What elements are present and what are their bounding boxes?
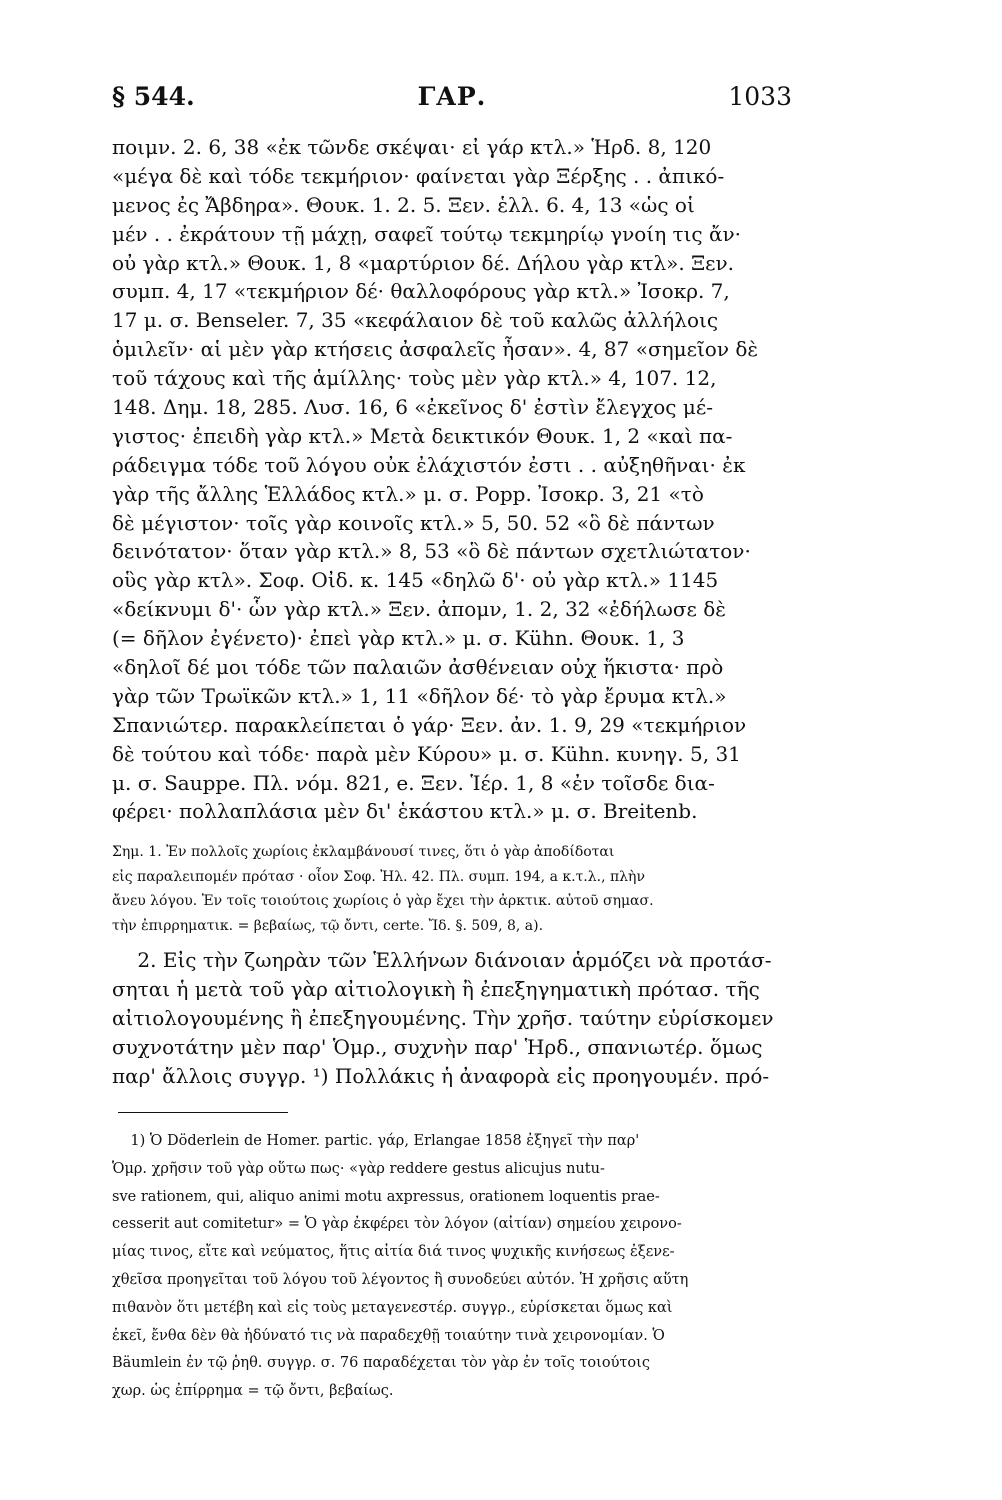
note-line: Σημ. 1. Ἐν πολλοῖς χωρίοις ἐκλαμβάνουσί τινες, ὅτι ὁ γὰρ ἀποδίδοται (112, 844, 615, 860)
body-line: ράδειγμα τόδε τοῦ λόγου οὐκ ἐλάχιστόν ἐστι . . αὐξηθῆναι· ἐκ (112, 452, 746, 477)
body-line: «δείκνυμι δ'· ὧν γὰρ κτλ.» Ξεν. ἀπομν, 1. 2, 32 «ἐδήλωσε δὲ (112, 597, 727, 622)
remark-note (112, 840, 792, 938)
body-line: γὰρ τῶν Τρωϊκῶν κτλ.» 1, 11 «δῆλον δέ· τὸ γὰρ ἔρυμα κτλ.» (112, 683, 727, 708)
note-line: ἄνευ λόγου. Ἐν τοῖς τοιούτοις χωρίοις ὁ γὰρ ἔχει τὴν ἀρκτικ. αὐτοῦ σημασ. (112, 893, 654, 909)
footnote-line: χωρ. ὡς ἐπίρρημα = τῷ ὄντι, βεβαίως. (112, 1383, 394, 1400)
body-line: μέν . . ἐκράτουν τῇ μάχῃ, σαφεῖ τούτῳ τεκμηρίῳ γνοίη τις ἄν· (112, 221, 742, 246)
body-line: αἰτιολογουμένης ἢ ἐπεξηγουμένης. Τὴν χρῆσ. ταύτην εὑρίσκομεν (112, 1005, 774, 1030)
body-line: οὐ γὰρ κτλ.» Θουκ. 1, 8 «μαρτύριον δέ. Δήλου γὰρ κτλ». Ξεν. (112, 250, 735, 275)
footnote-line: ἐκεῖ, ἔνθα δὲν θὰ ἠδύνατό τις νὰ παραδεχθῇ τοιαύτην τινὰ χειρονομίαν. Ὁ (112, 1327, 665, 1344)
section-number: § 544. (112, 82, 195, 111)
body-line: μ. σ. Sauppe. Πλ. νόμ. 821, e. Ξεν. Ἱέρ. 1, 8 «ἐν τοῖσδε δια- (112, 770, 715, 795)
body-line: παρ' ἄλλοις συγγρ. ¹) Πολλάκις ἡ ἀναφορὰ εἰς προηγουμέν. πρό- (112, 1063, 770, 1088)
body-line: δὲ τούτου καὶ τόδε· παρὰ μὲν Κύρου» μ. σ. Kühn. κυνηγ. 5, 31 (112, 741, 741, 766)
body-line: 148. Δημ. 18, 285. Λυσ. 16, 6 «ἐκεῖνος δ' ἐστὶν ἔλεγχος μέ- (112, 395, 713, 420)
note-line: εἰς παραλειπομέν πρότασ · οἷον Σοφ. Ἠλ. 42. Πλ. συμπ. 194, a κ.τ.λ., πλὴν (112, 868, 645, 885)
body-line: ὁμιλεῖν· αἱ μὲν γὰρ κτήσεις ἀσφαλεῖς ἦσαν». 4, 87 «σημεῖον δὲ (112, 337, 759, 362)
body-line: (= δῆλον ἐγένετο)· ἐπεὶ γὰρ κτλ.» μ. σ. Kühn. Θουκ. 1, 3 (112, 626, 685, 651)
page-number: 1033 (728, 82, 792, 111)
footnote-line: sve rationem, qui, aliquo animi motu axpressus, orationem loquentis prae- (112, 1188, 660, 1205)
body-line: 17 μ. σ. Benseler. 7, 35 «κεφάλαιον δὲ τοῦ καλῶς ἀλλήλοις (112, 308, 719, 333)
body-line: 2. Εἰς τὴν ζωηρὰν τῶν Ἑλλήνων διάνοιαν ἁρμόζει νὰ προτάσ- (112, 948, 772, 972)
body-line: φέρει· πολλαπλάσια μὲν δι' ἑκάστου κτλ.» μ. σ. Breitenb. (112, 799, 698, 824)
running-header (112, 82, 792, 126)
second-paragraph (112, 946, 792, 1090)
body-line: «μέγα δὲ καὶ τόδε τεκμήριον· φαίνεται γὰρ Ξέρξης . . ἀπικό- (112, 163, 725, 188)
body-line: σηται ἡ μετὰ τοῦ γὰρ αἰτιολογικὴ ἢ ἐπεξηγηματικὴ πρότασ. τῆς (112, 976, 760, 1001)
footnote-line: Ὁμρ. χρῆσιν τοῦ γὰρ οὕτω πως· «γὰρ reddere gestus alicujus nutu- (112, 1160, 605, 1177)
body-line: συχνοτάτην μὲν παρ' Ὁμρ., συχνὴν παρ' Ἡρδ., σπανιωτέρ. ὅμως (112, 1034, 763, 1059)
footnote-line: cesserit aut comitetur» = Ὁ γὰρ ἐκφέρει τὸν λόγον (αἰτίαν) σημείου χειρονο- (112, 1216, 682, 1233)
body-line: γὰρ τῆς ἄλλης Ἑλλάδος κτλ.» μ. σ. Popp. Ἰσοκρ. 3, 21 «τὸ (112, 481, 704, 506)
footnote-line: 1) Ὁ Döderlein de Homer. partic. γάρ, Erlangae 1858 ἐξηγεῖ τὴν παρ' (112, 1133, 640, 1149)
footnote-line: Bäumlein ἐν τῷ ῥηθ. συγγρ. σ. 76 παραδέχεται τὸν γὰρ ἐν τοῖς τοιούτοις (112, 1355, 650, 1372)
body-line: Σπανιώτερ. παρακλείπεται ὁ γάρ· Ξεν. ἀν. 1. 9, 29 «τεκμήριον (112, 712, 747, 737)
footnote (112, 1128, 792, 1406)
footnote-line: χθεῖσα προηγεῖται τοῦ λόγου τοῦ λέγοντος ἢ συνοδεύει αὐτόν. Ἡ χρῆσις αὕτη (112, 1271, 689, 1288)
note-line: τὴν ἐπιρρηματικ. = βεβαίως, τῷ ὄντι, certe. Ἴδ. §. 509, 8, a). (112, 917, 544, 934)
body-line: «δηλοῖ δέ μοι τόδε τῶν παλαιῶν ἀσθένειαν οὐχ ἥκιστα· πρὸ (112, 655, 724, 680)
body-line: δὲ μέγιστον· τοῖς γὰρ κοινοῖς κτλ.» 5, 50. 52 «ὃ δὲ πάντων (112, 510, 715, 535)
body-line: τοῦ τάχους καὶ τῆς ἁμίλλης· τοὺς μὲν γὰρ κτλ.» 4, 107. 12, (112, 366, 717, 391)
body-line: γιστος· ἐπειδὴ γὰρ κτλ.» Μετὰ δεικτικόν Θουκ. 1, 2 «καὶ πα- (112, 423, 733, 448)
page-title: ΓΑΡ. (417, 82, 487, 111)
main-paragraph (112, 133, 792, 826)
body-line: οὓς γὰρ κτλ». Σοφ. Οἰδ. κ. 145 «δηλῶ δ'· οὐ γὰρ κτλ.» 1145 (112, 568, 719, 593)
body-line: μενος ἐς Ἄβδηρα». Θουκ. 1. 2. 5. Ξεν. ἑλλ. 6. 4, 13 «ὡς οἱ (112, 192, 695, 217)
footnote-divider (118, 1112, 288, 1113)
body-line: ποιμν. 2. 6, 38 «ἐκ τῶνδε σκέψαι· εἰ γάρ κτλ.» Ἡρδ. 8, 120 (112, 135, 712, 159)
footnote-line: πιθανὸν ὅτι μετέβη καὶ εἰς τοὺς μεταγενεστέρ. συγγρ., εὑρίσκεται ὅμως καὶ (112, 1299, 673, 1316)
body-line: δεινότατον· ὅταν γὰρ κτλ.» 8, 53 «ὃ δὲ πάντων σχετλιώτατον· (112, 539, 751, 564)
footnote-line: μίας τινος, εἴτε καὶ νεύματος, ἥτις αἰτία διά τινος ψυχικῆς κινήσεως ἐξενε- (112, 1244, 675, 1261)
body-line: συμπ. 4, 17 «τεκμήριον δέ· θαλλοφόρους γὰρ κτλ.» Ἰσοκρ. 7, (112, 279, 730, 304)
